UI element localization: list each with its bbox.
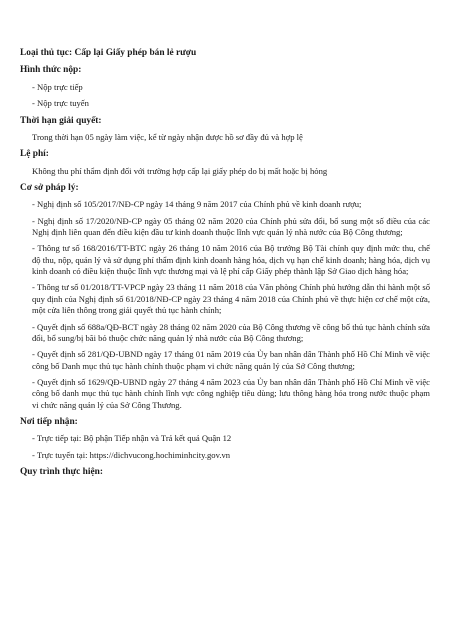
receiving-place-item: - Trực tiếp tại: Bộ phận Tiếp nhận và Trả kết quả Quận 12	[32, 433, 232, 444]
receiving-place-heading: Nơi tiếp nhận:	[20, 416, 78, 427]
procedure-type-value: Cấp lại Giấy phép bán lẻ rượu	[74, 48, 197, 58]
legal-basis-item: - Thông tư số 168/2016/TT-BTC ngày 26 tháng 10 năm 2016 của Bộ trưởng Bộ Tài chính quy định mức thu, chế độ thu, nộp, quản lý và sử dụng phí thẩm định kinh doanh hàng hóa, dịch vụ hạn chế kinh doanh; hàng hóa, dịch vụ kinh doanh có điều kiện thuộc lĩnh vực thương mại và lệ phí cấp Giấy phép thành lập Sở Giao dịch hàng hóa;	[32, 243, 430, 277]
submission-item: - Nộp trực tuyến	[32, 98, 89, 109]
submission-item: - Nộp trực tiếp	[32, 81, 83, 92]
legal-basis-item: - Quyết định số 281/QĐ-UBND ngày 17 tháng 01 năm 2019 của Ủy ban nhân dân Thành phố Hồ Chí Minh về việc công bố Danh mục thủ tục hành chính thuộc phạm vi chức năng quản lý của Sở Công thương;	[32, 349, 430, 371]
submission-heading: Hình thức nộp:	[20, 65, 82, 76]
legal-basis-item: - Thông tư số 01/2018/TT-VPCP ngày 23 tháng 11 năm 2018 của Văn phòng Chính phủ hướng dẫn thi hành một số quy định của Nghị định số 61/2018/NĐ-CP ngày 23 tháng 4 năm 2018 của Chính phủ về thực hiện cơ chế một cửa, một cửa liên thông trong giải quyết thủ tục hành chính;	[32, 282, 430, 316]
fee-heading: Lệ phí:	[20, 149, 49, 160]
process-heading: Quy trình thực hiện:	[20, 467, 103, 477]
legal-basis-item: - Quyết định số 688a/QĐ-BCT ngày 28 tháng 02 năm 2020 của Bộ Công thương về công bố thủ tục hành chính sửa đổi, bổ sung/bị bãi bỏ thuộc chức năng quản lý nhà nước của Bộ Công thương;	[32, 321, 430, 343]
legal-basis-item: - Nghị định số 17/2020/NĐ-CP ngày 05 tháng 02 năm 2020 của Chính phủ sửa đổi, bổ sung một số điều của các Nghị định liên quan đến điều kiện đầu tư kinh doanh thuộc lĩnh vực quản lý nhà nước của Bộ Công thương;	[32, 215, 430, 238]
receiving-place-item: - Trực tuyến tại: https://dichvucong.hochiminhcity.gov.vn	[32, 449, 231, 460]
procedure-type-label: Loại thủ tục:	[20, 48, 73, 58]
legal-basis-item: - Quyết định số 1629/QĐ-UBND ngày 27 tháng 4 năm 2023 của Ủy ban nhân dân Thành phố Hồ Chí Minh về việc công bố danh mục thủ tục hành chính lĩnh vực công nghiệp tiêu dùng; lưu thông hàng hóa trong nước thuộc phạm vi chức năng quản lý của Sở Công Thương.	[32, 376, 430, 410]
legal-basis-item: - Nghị định số 105/2017/NĐ-CP ngày 14 tháng 9 năm 2017 của Chính phủ về kinh doanh rượu;	[32, 199, 362, 210]
document-page	[20, 47, 430, 483]
procedure-type-heading	[20, 47, 430, 59]
deadline-heading: Thời hạn giải quyết:	[20, 115, 102, 126]
fee-text: Không thu phí thẩm định đối với trường hợp cấp lại giấy phép do bị mất hoặc bị hỏng	[32, 165, 328, 176]
deadline-text: Trong thời hạn 05 ngày làm việc, kể từ ngày nhận được hồ sơ đầy đủ và hợp lệ	[32, 131, 303, 142]
legal-basis-heading: Cơ sở pháp lý:	[20, 183, 79, 193]
